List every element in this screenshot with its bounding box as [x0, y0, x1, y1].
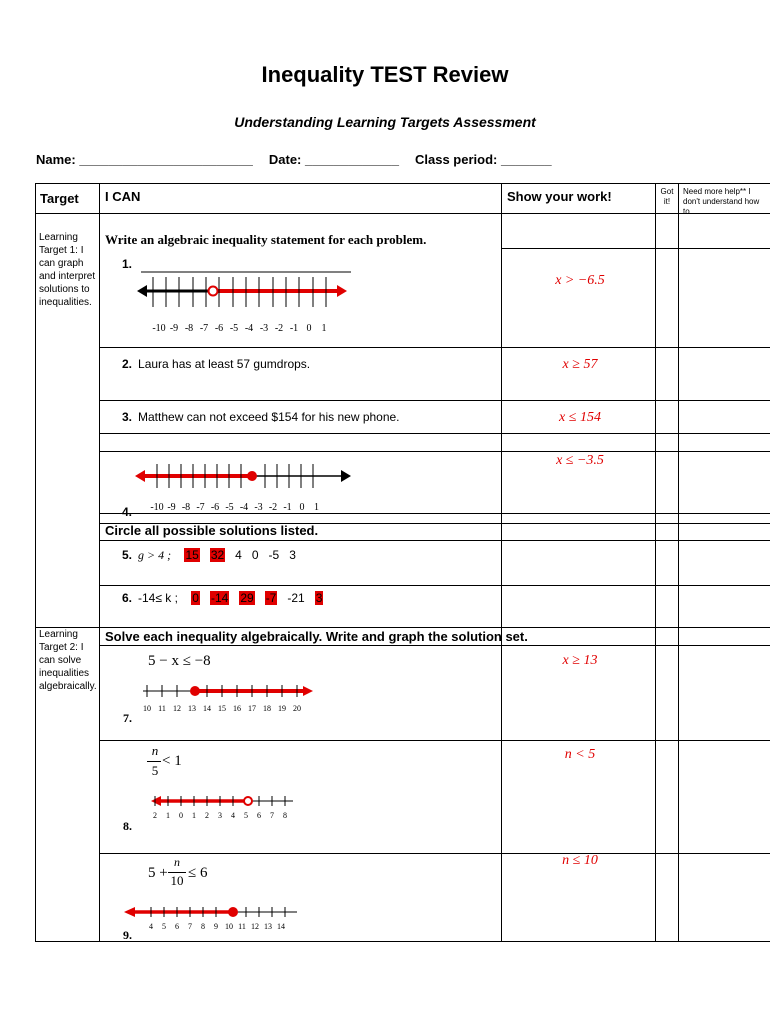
q1-tick-label: -2 — [274, 323, 284, 334]
q8-tick-label: 8 — [283, 811, 287, 820]
q7-tick-label: 20 — [293, 704, 301, 713]
q7-tick-label: 18 — [263, 704, 271, 713]
answer-7: x ≥ 13 — [562, 653, 598, 668]
q7-tick-label: 13 — [188, 704, 196, 713]
section-write: Write an algebraic inequality statement for each problem. — [105, 232, 427, 247]
q7-tick-label: 16 — [233, 704, 241, 713]
q6-option[interactable]: -21 — [287, 591, 305, 605]
q1-tick-label: -9 — [169, 323, 179, 334]
answer-3: x ≤ 154 — [559, 410, 601, 425]
q4-tick-label: -5 — [225, 502, 234, 513]
q9-relation: ≤ 6 — [188, 865, 208, 881]
answer-1: x > −6.5 — [555, 273, 605, 288]
review-table — [35, 183, 770, 941]
q7-tick-label: 15 — [218, 704, 226, 713]
q1-tick-label: -1 — [289, 323, 299, 334]
q8-denominator: 5 — [151, 763, 159, 778]
q4-tick-label: -2 — [268, 502, 278, 513]
q8-tick-label: 2 — [153, 811, 157, 820]
q1-tick-label: -10 — [152, 323, 166, 334]
q7-tick-label: 11 — [158, 704, 166, 713]
q9-number-line — [121, 903, 307, 933]
q9-tick-label: 7 — [188, 922, 192, 931]
col-target: Target — [40, 191, 79, 206]
student-info-line — [36, 152, 568, 167]
q4-tick-label: 1 — [314, 502, 319, 513]
q4-tick-label: -6 — [210, 502, 220, 513]
q4-tick-label: -3 — [254, 502, 263, 513]
q1-tick-label: -7 — [199, 323, 209, 334]
q6-option[interactable]: 3 — [315, 591, 323, 605]
q9-number: 9. — [123, 928, 132, 940]
q6-option[interactable]: -7 — [265, 591, 277, 605]
q9-prefix: 5 + — [148, 865, 168, 881]
col-help: Need more help** I don't understand how to.... — [683, 187, 760, 216]
q5: 5. g > 4 ; 15 32 4 0 -5 3 — [122, 548, 296, 562]
q8-tick-label: 0 — [179, 811, 183, 820]
q4-tick-label: -8 — [181, 502, 191, 513]
q1-tick-label: -8 — [184, 323, 194, 334]
target-2: Learning Target 2: I can solve inequalities algebraically. — [39, 629, 97, 692]
answer-4: x ≤ −3.5 — [556, 453, 604, 468]
q8-tick-label: 1 — [192, 811, 196, 820]
q8-relation: < 1 — [162, 753, 182, 769]
q7-tick-label: 19 — [278, 704, 286, 713]
date-field[interactable]: Date: _____________ — [268, 152, 399, 167]
q5-option[interactable]: 32 — [210, 548, 225, 562]
page-title: Inequality TEST Review — [261, 62, 509, 87]
q2: 2. Laura has at least 57 gumdrops. — [122, 357, 311, 371]
q5-option[interactable]: 4 — [235, 548, 242, 562]
q1-tick-label: 1 — [321, 323, 327, 334]
q7-tick-label: 12 — [173, 704, 181, 713]
q8-tick-label: 5 — [244, 811, 248, 820]
col-work: Show your work! — [507, 189, 612, 204]
q5-option[interactable]: 3 — [289, 548, 296, 562]
q9-tick-label: 8 — [201, 922, 205, 931]
q1-tick-label: -3 — [259, 323, 269, 334]
q7-tick-label: 14 — [203, 704, 211, 713]
q4-tick-label: 0 — [299, 502, 305, 513]
q4-tick-label: -10 — [150, 502, 164, 513]
q1-tick-label: -5 — [229, 323, 239, 334]
q9-tick-label: 4 — [149, 922, 153, 931]
q9-tick-label: 6 — [175, 922, 179, 931]
q8-tick-label: 1 — [166, 811, 170, 820]
q7-number: 7. — [123, 711, 132, 725]
q1-number-line — [131, 269, 356, 339]
q8-tick-label: 4 — [231, 811, 235, 820]
q9-tick-label: 5 — [162, 922, 166, 931]
q6-option[interactable]: 29 — [240, 591, 254, 605]
q1-tick-label: -4 — [244, 323, 254, 334]
answer-2: x ≥ 57 — [562, 357, 598, 372]
q6-option[interactable]: -14 — [210, 591, 229, 605]
q5-option[interactable]: -5 — [268, 548, 280, 562]
target-1: Learning Target 1: I can graph and interpret solutions to inequalities. — [39, 232, 96, 308]
q9-denominator: 10 — [170, 873, 184, 888]
q7-tick-label: 17 — [248, 704, 256, 713]
q4-tick-label: -7 — [196, 502, 205, 513]
answer-8: n < 5 — [564, 747, 596, 762]
q8-number: 8. — [123, 819, 132, 833]
q8-tick-label: 2 — [205, 811, 209, 820]
q9-tick-label: 10 — [225, 922, 233, 931]
q5-option[interactable]: 15 — [185, 548, 199, 562]
q3: 3. Matthew can not exceed $154 for his new phone. — [122, 410, 400, 424]
q8-tick-label: 7 — [270, 811, 274, 820]
q4-tick-label: -1 — [283, 502, 292, 513]
q1-tick-label: -6 — [214, 323, 224, 334]
q7-equation: 5 − x ≤ −8 — [148, 653, 211, 669]
q8-tick-label: 6 — [257, 811, 261, 820]
q4-number: 4. — [122, 505, 133, 519]
q6: 6. -14≤ k ; 0 -14 29 -7 -21 3 — [122, 591, 323, 605]
q7-number-line — [139, 681, 319, 721]
period-field[interactable]: Class period: _______ — [414, 152, 552, 167]
q1-tick-label: 0 — [306, 323, 312, 334]
q4-number-line — [131, 458, 356, 518]
col-ican: I CAN — [105, 189, 141, 204]
q8-number-line — [143, 793, 303, 823]
answer-9: n ≤ 10 — [562, 853, 598, 868]
q9-numerator: n — [174, 855, 180, 869]
q9-tick-label: 13 — [264, 922, 272, 931]
q9-tick-label: 14 — [277, 922, 285, 931]
q5-option[interactable]: 0 — [251, 548, 259, 562]
q8-tick-label: 3 — [218, 811, 222, 820]
name-field[interactable]: Name: ________________________ — [36, 152, 253, 167]
page-subtitle: Understanding Learning Targets Assessment — [234, 114, 536, 130]
col-got: Got it! — [660, 187, 674, 206]
q7-tick-label: 10 — [143, 704, 151, 713]
q4-tick-label: -4 — [239, 502, 249, 513]
section-circle: Circle all possible solutions listed. — [105, 523, 319, 538]
q9-tick-label: 12 — [251, 922, 259, 931]
q8-numerator: n — [151, 743, 159, 758]
q9-tick-label: 11 — [238, 922, 246, 931]
q1-number: 1. — [122, 257, 133, 271]
q9-tick-label: 9 — [214, 922, 218, 931]
q4-tick-label: -9 — [167, 502, 176, 513]
q6-option[interactable]: 0 — [192, 591, 199, 605]
section-solve: Solve each inequality algebraically. Write and graph the solution set. — [105, 629, 528, 644]
